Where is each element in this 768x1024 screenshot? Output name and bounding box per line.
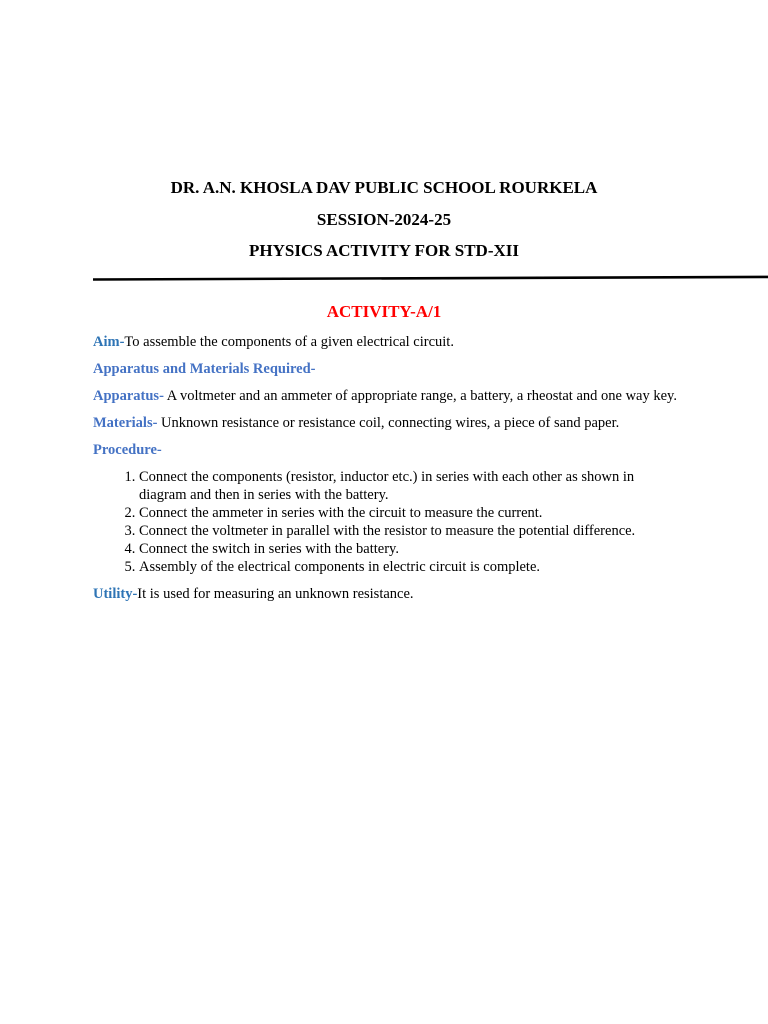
aim-text: To assemble the components of a given electrical circuit. xyxy=(124,334,454,350)
apparatus-materials-label: Apparatus and Materials Required- xyxy=(93,361,316,377)
utility-label: Utility- xyxy=(93,586,138,602)
subject-line: PHYSICS ACTIVITY FOR STD-XII xyxy=(248,241,519,260)
apparatus-paragraph xyxy=(93,387,683,405)
materials-paragraph xyxy=(93,414,683,432)
session-line: SESSION-2024-25 xyxy=(316,210,452,229)
apparatus-materials-heading xyxy=(93,360,683,378)
procedure-label: Procedure- xyxy=(93,442,162,458)
school-name: DR. A.N. KHOSLA DAV PUBLIC SCHOOL ROURKELA xyxy=(170,178,598,197)
utility-text: It is used for measuring an unknown resistance. xyxy=(137,586,414,602)
procedure-step: 5. Assembly of the electrical components in electric circuit is complete. xyxy=(139,558,683,576)
procedure-step: 4. Connect the switch in series with the battery. xyxy=(139,540,683,558)
activity-title: ACTIVITY-A/1 xyxy=(326,302,442,321)
procedure-step: 3. Connect the voltmeter in parallel with the resistor to measure the potential difference. xyxy=(139,522,683,540)
utility-paragraph xyxy=(93,585,683,603)
apparatus-text: A voltmeter and an ammeter of appropriate range, a battery, a rheostat and one way key. xyxy=(163,388,677,404)
apparatus-label: Apparatus- xyxy=(93,388,164,404)
procedure-step: 2. Connect the ammeter in series with the circuit to measure the current. xyxy=(139,504,683,522)
procedure-step: 1. Connect the components (resistor, inductor etc.) in series with each other as shown in diagram and then in series with the battery. xyxy=(139,468,683,504)
procedure-heading xyxy=(93,441,683,459)
procedure-list xyxy=(93,468,683,576)
materials-label: Materials- xyxy=(93,415,158,431)
aim-paragraph xyxy=(93,333,683,351)
header-divider xyxy=(93,275,768,281)
materials-text: Unknown resistance or resistance coil, connecting wires, a piece of sand paper. xyxy=(157,415,620,431)
activity-content xyxy=(93,333,683,612)
aim-label: Aim- xyxy=(93,334,125,350)
